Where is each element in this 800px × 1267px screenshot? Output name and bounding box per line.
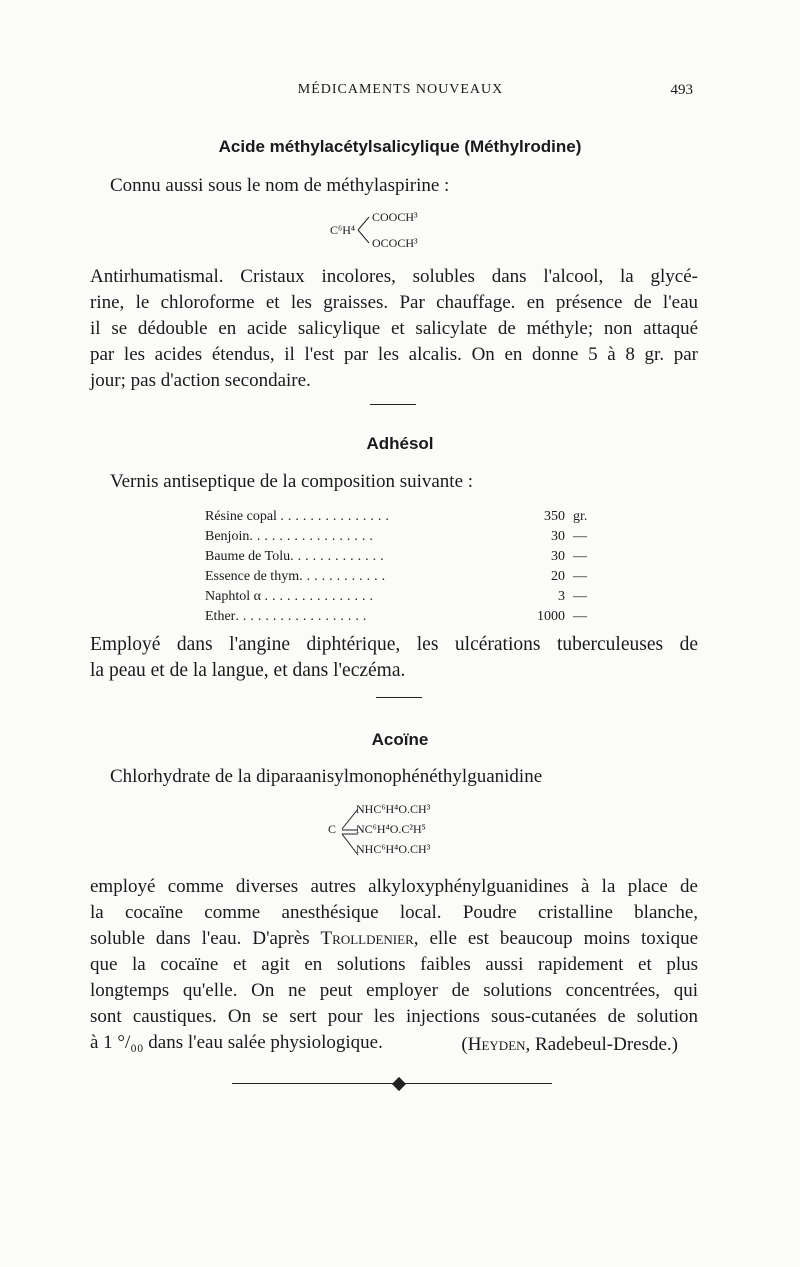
table-row bbox=[205, 587, 603, 607]
ingredient-quantity: 30 bbox=[551, 529, 565, 544]
chemical-formula bbox=[326, 802, 526, 862]
text-line: soluble dans l'eau. D'après Trolldenier, elle est beaucoup moins toxique bbox=[90, 928, 699, 949]
leader-dots: ............ bbox=[299, 569, 390, 584]
ingredient-name: Baume de Tolu bbox=[205, 549, 291, 564]
table-row bbox=[205, 567, 603, 587]
table-row bbox=[205, 547, 603, 567]
ingredient-quantity: 3 bbox=[558, 589, 565, 604]
ingredient-name: Naphtol α bbox=[205, 589, 261, 604]
ingredient-name: Essence de thym bbox=[205, 569, 300, 584]
section-heading-adhesol: Adhésol bbox=[366, 434, 434, 453]
leader-dots: ............... bbox=[280, 509, 393, 524]
text-line: la peau et de la langue, et dans l'eczéma. bbox=[90, 660, 406, 681]
leader-dots: ............. bbox=[290, 549, 388, 564]
text-line: Employé dans l'angine diphtérique, les ulcérations tuberculeuses de bbox=[90, 634, 698, 655]
section-divider bbox=[370, 404, 416, 405]
table-row bbox=[205, 527, 603, 547]
text-line: sont caustiques. On se sert pour les injections sous-cutanées de solution bbox=[90, 1006, 698, 1027]
ingredient-name: Résine copal bbox=[205, 509, 277, 524]
section-divider bbox=[376, 697, 422, 698]
ingredient-unit: — bbox=[573, 569, 587, 584]
running-head-title: MÉDICAMENTS NOUVEAUX bbox=[297, 82, 504, 97]
table-row bbox=[205, 507, 603, 527]
formula-bottom-branch: NHC⁶H⁴O.CH³ bbox=[356, 842, 431, 856]
ingredient-unit: — bbox=[573, 609, 587, 624]
paragraph bbox=[90, 264, 698, 394]
text-line: que la cocaïne et agit en solutions faibles aussi rapidement et plus bbox=[90, 954, 698, 975]
formula-top-branch: COOCH³ bbox=[372, 210, 418, 224]
text-line: Antirhumatismal. Cristaux incolores, solubles dans l'alcool, la glycé- bbox=[90, 266, 698, 287]
formula-middle-branch: NC⁶H⁴O.C²H⁵ bbox=[356, 822, 426, 836]
paragraph bbox=[90, 632, 698, 684]
section-intro: Chlorhydrate de la diparaanisylmonophénéthylguanidine bbox=[110, 766, 543, 787]
ingredient-quantity: 350 bbox=[544, 509, 565, 524]
text-line: rine, le chloroforme et les graisses. Par chauffage. en présence de l'eau bbox=[90, 292, 698, 313]
ingredient-quantity: 20 bbox=[551, 569, 565, 584]
ingredient-name: Benjoin bbox=[205, 529, 250, 544]
section-intro: Connu aussi sous le nom de méthylaspirine : bbox=[110, 175, 450, 196]
manufacturer-name: Heyden, bbox=[467, 1034, 531, 1055]
composition-table bbox=[205, 507, 603, 627]
text-line: longtemps qu'elle. On ne peut employer de solutions concentrées, qui bbox=[90, 980, 698, 1001]
diamond-ornament-icon bbox=[392, 1077, 406, 1091]
source-attribution: (Heyden, Radebeul-Dresde.) bbox=[461, 1034, 678, 1055]
table-row bbox=[205, 607, 603, 627]
leader-dots: .................. bbox=[235, 609, 371, 624]
running-head bbox=[108, 82, 693, 106]
formula-top-branch: NHC⁶H⁴O.CH³ bbox=[356, 802, 431, 816]
paragraph bbox=[90, 874, 698, 1056]
ingredient-unit: — bbox=[573, 549, 587, 564]
leader-dots: ............... bbox=[264, 589, 377, 604]
formula-bottom-branch: OCOCH³ bbox=[372, 236, 418, 250]
formula-stem: C bbox=[328, 822, 337, 836]
section-intro: Vernis antiseptique de la composition suivante : bbox=[110, 471, 474, 492]
text-line: par les acides étendus, il l'est par les alcalis. On en donne 5 à 8 gr. par bbox=[90, 344, 698, 365]
text-line: il se dédouble en acide salicylique et salicylate de méthyle; non attaqué bbox=[90, 318, 698, 339]
chemical-formula bbox=[330, 210, 480, 250]
section-heading-methylrodine: Acide méthylacétylsalicylique (Méthylrodine) bbox=[218, 137, 582, 156]
text-line: à 1 °/₀₀ dans l'eau salée physiologique. bbox=[90, 1032, 383, 1053]
formula-bond-lines bbox=[357, 212, 371, 248]
ingredient-name: Ether bbox=[205, 609, 236, 624]
ingredient-quantity: 30 bbox=[551, 549, 565, 564]
ingredient-quantity: 1000 bbox=[537, 609, 565, 624]
text-line: la cocaïne comme anesthésique local. Poudre cristalline blanche, bbox=[90, 902, 698, 923]
formula-stem: C⁶H⁴ bbox=[330, 223, 356, 237]
author-name: Trolldenier, bbox=[320, 928, 419, 949]
ingredient-unit: gr. bbox=[573, 509, 588, 524]
text-line: jour; pas d'action secondaire. bbox=[90, 370, 311, 391]
text-line: employé comme diverses autres alkyloxyphénylguanidines à la place de bbox=[90, 876, 698, 897]
section-heading-acoine: Acoïne bbox=[371, 730, 429, 749]
page-number: 493 bbox=[670, 82, 693, 98]
leader-dots: ................. bbox=[249, 529, 377, 544]
ingredient-unit: — bbox=[573, 529, 587, 544]
ingredient-unit: — bbox=[573, 589, 587, 604]
